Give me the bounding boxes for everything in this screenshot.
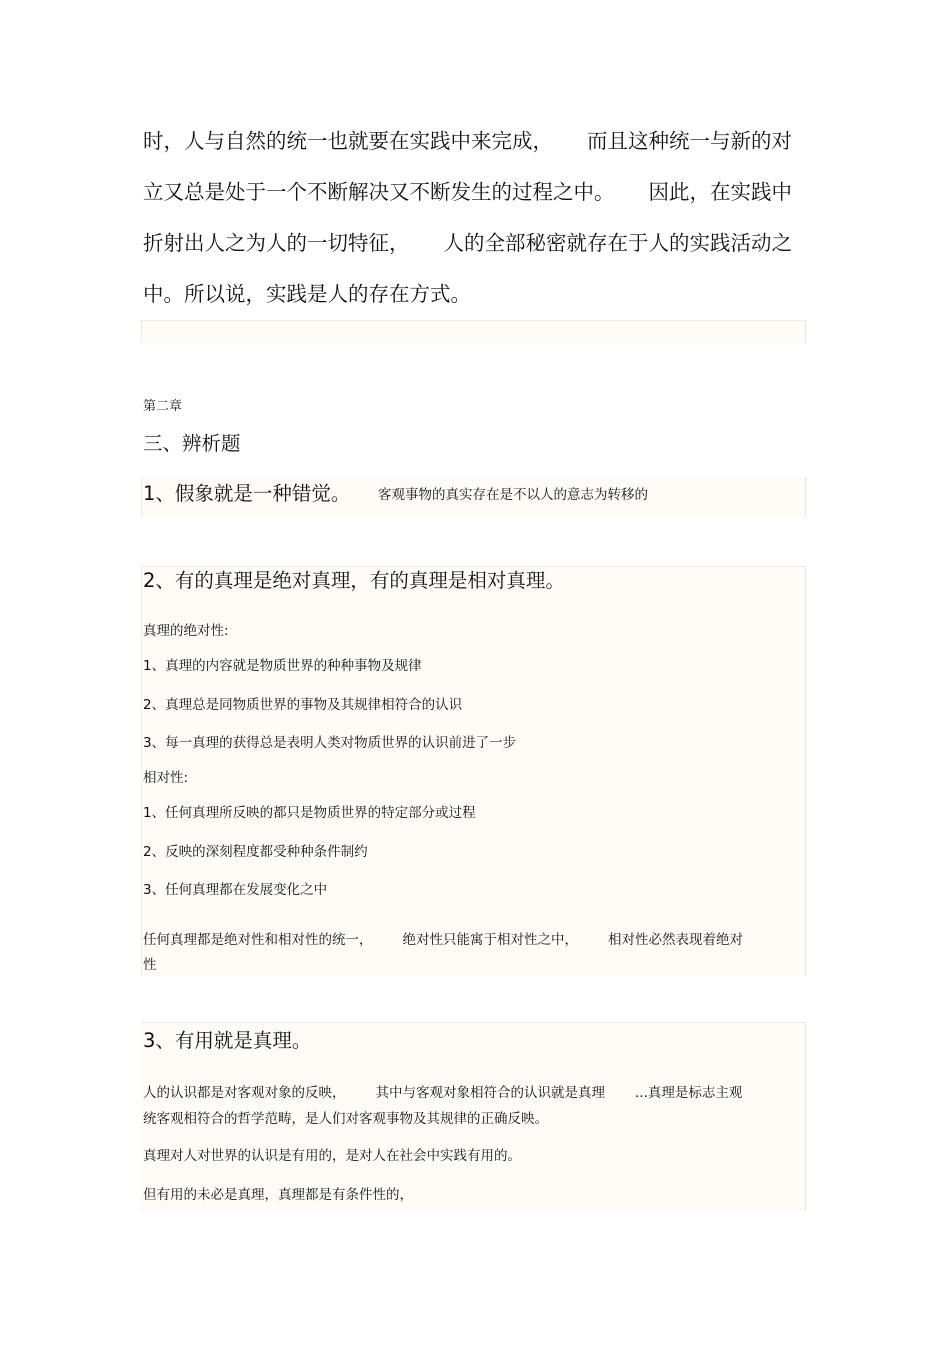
section-heading: 三、辨析题 (143, 432, 241, 455)
q3-p1-part-c: ...真理是标志主观 (635, 1085, 743, 1101)
intro-line-3-part-a: 折射出人之为人的一切特征， (143, 231, 410, 255)
q2-summary (143, 928, 803, 978)
q3-paragraph-1-line-1 (143, 1080, 803, 1106)
absolute-item-3: 3、每一真理的获得总是表明人类对物质世界的认识前进了一步 (143, 735, 517, 751)
relative-item-2: 2、反映的深刻程度都受种种条件制约 (143, 843, 368, 860)
intro-line-3-part-b: 人的全部秘密就存在于人的实践活动之 (443, 231, 792, 255)
q2-summary-part-b: 绝对性只能寓于相对性之中， (402, 932, 578, 948)
intro-line-2-part-a: 立又总是处于一个不断解决又不断发生的过程之中。 (143, 180, 615, 204)
q3-title: 3、有用就是真理。 (143, 1029, 312, 1052)
intro-end-box (141, 320, 806, 343)
intro-line-1 (143, 118, 813, 169)
q2-title: 2、有的真理是绝对真理，有的真理是相对真理。 (143, 569, 565, 592)
intro-line-2 (143, 169, 813, 220)
q3-p1-part-a: 人的认识都是对客观对象的反映， (143, 1085, 346, 1101)
intro-paragraph (143, 118, 813, 322)
relative-item-1: 1、任何真理所反映的都只是物质世界的特定部分或过程 (143, 805, 476, 821)
q3-paragraph-3: 但有用的未必是真理，真理都是有条件性的， (143, 1187, 413, 1203)
q3-paragraph-2: 真理对人对世界的认识是有用的，是对人在社会中实践有用的。 (143, 1148, 521, 1164)
intro-line-1-part-b: 而且这种统一与新的对 (587, 129, 792, 153)
intro-line-2-part-b: 因此，在实践中 (648, 180, 792, 204)
q2-summary-part-a: 任何真理都是绝对性和相对性的统一， (143, 932, 373, 948)
q2-summary-line-1 (143, 928, 803, 953)
q3-p1-part-d: 统客观相符合的哲学范畴，是人们对客观事物及其规律的正确反映。 (143, 1111, 548, 1127)
relative-item-3: 3、任何真理都在发展变化之中 (143, 882, 328, 898)
q3-p1-part-b: 其中与客观对象相符合的认识就是真理 (375, 1085, 605, 1101)
relative-heading: 相对性: (143, 770, 189, 786)
intro-line-1-part-a: 时，人与自然的统一也就要在实践中来完成， (143, 129, 553, 153)
q3-paragraph-1 (143, 1080, 803, 1132)
intro-line-3 (143, 220, 813, 271)
absolute-item-1: 1、真理的内容就是物质世界的种种事物及规律 (143, 658, 422, 674)
q2-summary-part-d: 性 (143, 957, 157, 973)
q3-content (143, 1080, 803, 1205)
absolute-heading: 真理的绝对性: (143, 623, 229, 639)
q2-content (143, 621, 803, 919)
absolute-item-2: 2、真理总是同物质世界的事物及其规律相符合的认识 (143, 696, 463, 713)
q2-summary-part-c: 相对性必然表现着绝对 (608, 932, 743, 948)
q1-note: 客观事物的真实存在是不以人的意志为转移的 (378, 487, 648, 503)
intro-line-4: 中。所以说，实践是人的存在方式。 (143, 282, 471, 306)
chapter-heading: 第二章 (143, 399, 183, 414)
q1-title: 1、假象就是一种错觉。 (143, 482, 351, 505)
